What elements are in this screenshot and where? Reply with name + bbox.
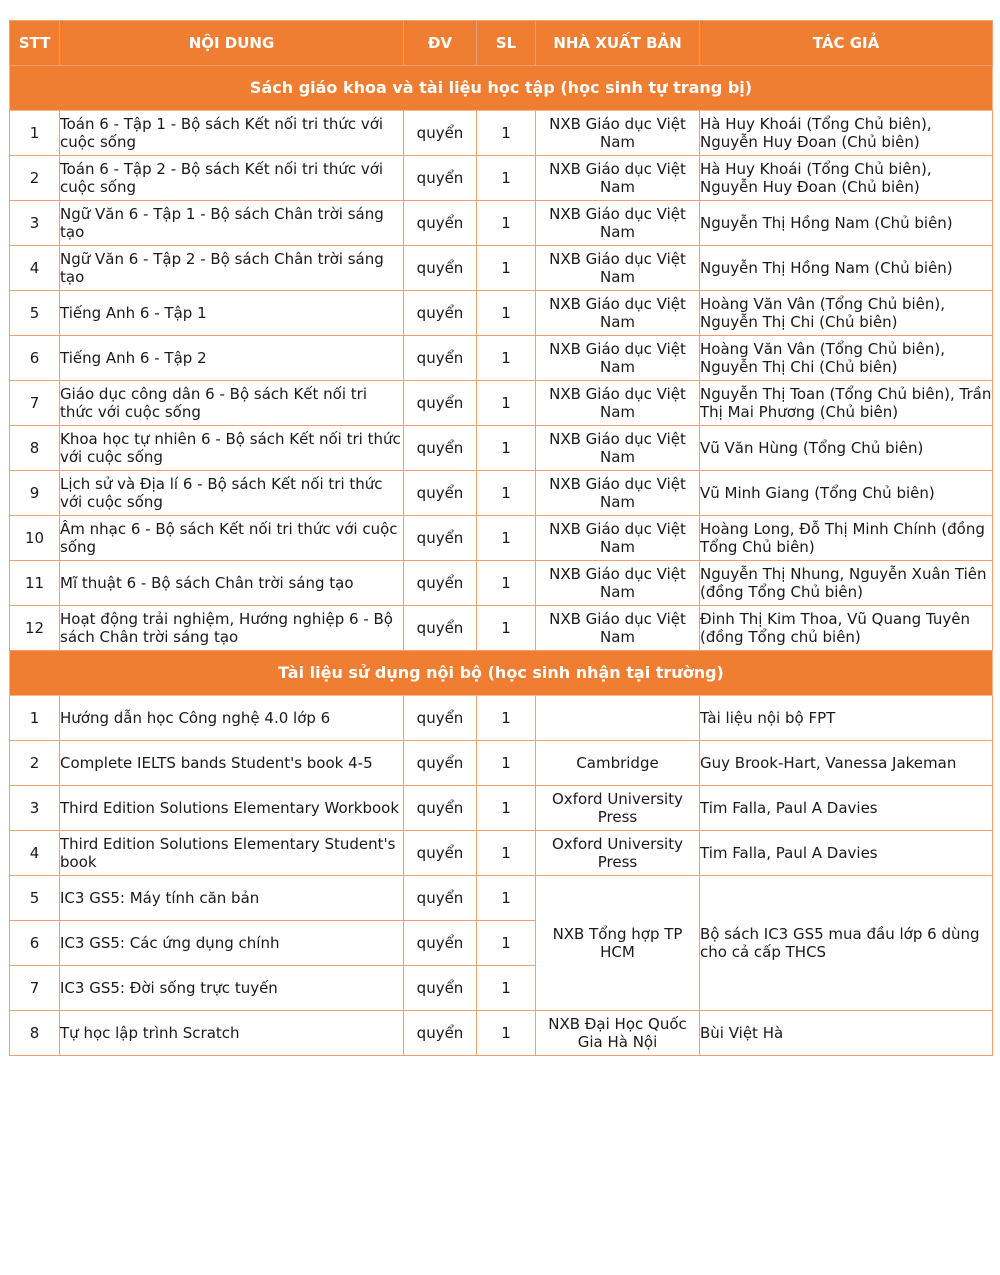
cell-qty: 1 [477,561,536,606]
cell-publisher: NXB Giáo dục Việt Nam [536,336,700,381]
cell-author-group: Bộ sách IC3 GS5 mua đầu lớp 6 dùng cho cả cấp THCS [700,876,993,1011]
cell-content: Tiếng Anh 6 - Tập 2 [60,336,404,381]
cell-author: Bùi Việt Hà [700,1011,993,1056]
cell-qty: 1 [477,156,536,201]
cell-unit: quyển [404,786,477,831]
cell-stt: 7 [10,381,60,426]
cell-publisher: NXB Giáo dục Việt Nam [536,246,700,291]
cell-qty: 1 [477,111,536,156]
cell-stt: 3 [10,201,60,246]
table-row [10,336,993,381]
cell-qty: 1 [477,201,536,246]
cell-content: Hoạt động trải nghiệm, Hướng nghiệp 6 - Bộ sách Chân trời sáng tạo [60,606,404,651]
cell-stt: 5 [10,291,60,336]
table-row [10,561,993,606]
cell-content: Complete IELTS bands Student's book 4-5 [60,741,404,786]
cell-unit: quyển [404,246,477,291]
cell-unit: quyển [404,426,477,471]
header-unit: ĐV [404,21,477,66]
cell-stt: 12 [10,606,60,651]
cell-stt: 2 [10,156,60,201]
cell-stt: 10 [10,516,60,561]
cell-unit: quyển [404,156,477,201]
cell-author: Hoàng Văn Vân (Tổng Chủ biên), Nguyễn Thị Chi (Chủ biên) [700,336,993,381]
cell-publisher: NXB Đại Học Quốc Gia Hà Nội [536,1011,700,1056]
cell-publisher-group: NXB Tổng hợp TP HCM [536,876,700,1011]
table-row [10,426,993,471]
cell-author: Nguyễn Thị Hồng Nam (Chủ biên) [700,201,993,246]
table-row [10,831,993,876]
header-publisher: NHÀ XUẤT BẢN [536,21,700,66]
cell-content: IC3 GS5: Đời sống trực tuyến [60,966,404,1011]
cell-content: Tự học lập trình Scratch [60,1011,404,1056]
table-row [10,696,993,741]
cell-author: Tài liệu nội bộ FPT [700,696,993,741]
table-row [10,291,993,336]
cell-publisher: NXB Giáo dục Việt Nam [536,471,700,516]
cell-author: Vũ Văn Hùng (Tổng Chủ biên) [700,426,993,471]
cell-stt: 6 [10,921,60,966]
cell-unit: quyển [404,111,477,156]
table-header-row [10,21,993,66]
cell-unit: quyển [404,516,477,561]
cell-content: Toán 6 - Tập 2 - Bộ sách Kết nối tri thức với cuộc sống [60,156,404,201]
cell-content: Khoa học tự nhiên 6 - Bộ sách Kết nối tri thức với cuộc sống [60,426,404,471]
section-title-row [10,66,993,111]
cell-stt: 1 [10,696,60,741]
table-row [10,156,993,201]
cell-qty: 1 [477,291,536,336]
header-author: TÁC GIẢ [700,21,993,66]
table-row [10,201,993,246]
cell-author: Vũ Minh Giang (Tổng Chủ biên) [700,471,993,516]
cell-content: Third Edition Solutions Elementary Workbook [60,786,404,831]
cell-content: Mĩ thuật 6 - Bộ sách Chân trời sáng tạo [60,561,404,606]
table-row [10,471,993,516]
cell-stt: 2 [10,741,60,786]
cell-qty: 1 [477,606,536,651]
cell-qty: 1 [477,876,536,921]
cell-publisher: NXB Giáo dục Việt Nam [536,156,700,201]
cell-unit: quyển [404,696,477,741]
cell-stt: 4 [10,246,60,291]
cell-unit: quyển [404,1011,477,1056]
cell-content: Tiếng Anh 6 - Tập 1 [60,291,404,336]
cell-unit: quyển [404,381,477,426]
header-stt: STT [10,21,60,66]
cell-unit: quyển [404,831,477,876]
cell-qty: 1 [477,381,536,426]
table-row [10,606,993,651]
cell-stt: 8 [10,1011,60,1056]
cell-stt: 1 [10,111,60,156]
cell-content: Toán 6 - Tập 1 - Bộ sách Kết nối tri thức với cuộc sống [60,111,404,156]
cell-stt: 5 [10,876,60,921]
cell-qty: 1 [477,741,536,786]
section-title: Sách giáo khoa và tài liệu học tập (học sinh tự trang bị) [10,66,993,111]
cell-qty: 1 [477,246,536,291]
cell-author: Nguyễn Thị Nhung, Nguyễn Xuân Tiên (đồng Tổng Chủ biên) [700,561,993,606]
cell-qty: 1 [477,786,536,831]
cell-stt: 8 [10,426,60,471]
cell-stt: 9 [10,471,60,516]
cell-author: Hà Huy Khoái (Tổng Chủ biên), Nguyễn Huy Đoan (Chủ biên) [700,111,993,156]
cell-content: Âm nhạc 6 - Bộ sách Kết nối tri thức với cuộc sống [60,516,404,561]
cell-content: Ngữ Văn 6 - Tập 2 - Bộ sách Chân trời sáng tạo [60,246,404,291]
cell-publisher: NXB Giáo dục Việt Nam [536,111,700,156]
cell-qty: 1 [477,471,536,516]
cell-qty: 1 [477,1011,536,1056]
cell-content: Lịch sử và Địa lí 6 - Bộ sách Kết nối tri thức với cuộc sống [60,471,404,516]
cell-content: IC3 GS5: Máy tính căn bản [60,876,404,921]
table-row [10,1011,993,1056]
cell-stt: 11 [10,561,60,606]
cell-content: IC3 GS5: Các ứng dụng chính [60,921,404,966]
cell-stt: 3 [10,786,60,831]
cell-author: Tim Falla, Paul A Davies [700,831,993,876]
cell-qty: 1 [477,516,536,561]
cell-unit: quyển [404,876,477,921]
cell-unit: quyển [404,606,477,651]
table-row [10,381,993,426]
cell-publisher: NXB Giáo dục Việt Nam [536,561,700,606]
cell-author: Nguyễn Thị Hồng Nam (Chủ biên) [700,246,993,291]
cell-unit: quyển [404,201,477,246]
cell-publisher: Oxford University Press [536,786,700,831]
cell-unit: quyển [404,336,477,381]
header-qty: SL [477,21,536,66]
cell-content: Giáo dục công dân 6 - Bộ sách Kết nối tri thức với cuộc sống [60,381,404,426]
cell-qty: 1 [477,831,536,876]
cell-qty: 1 [477,426,536,471]
table-row [10,111,993,156]
cell-qty: 1 [477,696,536,741]
cell-unit: quyển [404,471,477,516]
cell-unit: quyển [404,921,477,966]
cell-stt: 7 [10,966,60,1011]
section-title: Tài liệu sử dụng nội bộ (học sinh nhận tại trường) [10,651,993,696]
cell-publisher: NXB Giáo dục Việt Nam [536,606,700,651]
cell-publisher: NXB Giáo dục Việt Nam [536,201,700,246]
cell-unit: quyển [404,291,477,336]
cell-qty: 1 [477,336,536,381]
cell-publisher: NXB Giáo dục Việt Nam [536,291,700,336]
cell-author: Nguyễn Thị Toan (Tổng Chủ biên), Trần Thị Mai Phương (Chủ biên) [700,381,993,426]
cell-author: Guy Brook-Hart, Vanessa Jakeman [700,741,993,786]
table-row [10,876,993,921]
cell-author: Hoàng Long, Đỗ Thị Minh Chính (đồng Tổng Chủ biên) [700,516,993,561]
cell-qty: 1 [477,966,536,1011]
cell-publisher [536,696,700,741]
section-title-row [10,651,993,696]
cell-publisher: NXB Giáo dục Việt Nam [536,516,700,561]
cell-unit: quyển [404,966,477,1011]
table-row [10,741,993,786]
book-list-table [9,20,993,1056]
cell-unit: quyển [404,741,477,786]
table-row [10,786,993,831]
cell-author: Hoàng Văn Vân (Tổng Chủ biên), Nguyễn Thị Chi (Chủ biên) [700,291,993,336]
cell-publisher: Oxford University Press [536,831,700,876]
cell-stt: 4 [10,831,60,876]
cell-content: Third Edition Solutions Elementary Student's book [60,831,404,876]
header-content: NỘI DUNG [60,21,404,66]
cell-publisher: NXB Giáo dục Việt Nam [536,426,700,471]
cell-content: Ngữ Văn 6 - Tập 1 - Bộ sách Chân trời sáng tạo [60,201,404,246]
cell-stt: 6 [10,336,60,381]
cell-publisher: NXB Giáo dục Việt Nam [536,381,700,426]
cell-publisher: Cambridge [536,741,700,786]
cell-qty: 1 [477,921,536,966]
table-row [10,516,993,561]
table-row [10,246,993,291]
cell-author: Hà Huy Khoái (Tổng Chủ biên), Nguyễn Huy Đoan (Chủ biên) [700,156,993,201]
cell-author: Đinh Thị Kim Thoa, Vũ Quang Tuyên (đồng Tổng chủ biên) [700,606,993,651]
cell-author: Tim Falla, Paul A Davies [700,786,993,831]
cell-content: Hướng dẫn học Công nghệ 4.0 lớp 6 [60,696,404,741]
cell-unit: quyển [404,561,477,606]
